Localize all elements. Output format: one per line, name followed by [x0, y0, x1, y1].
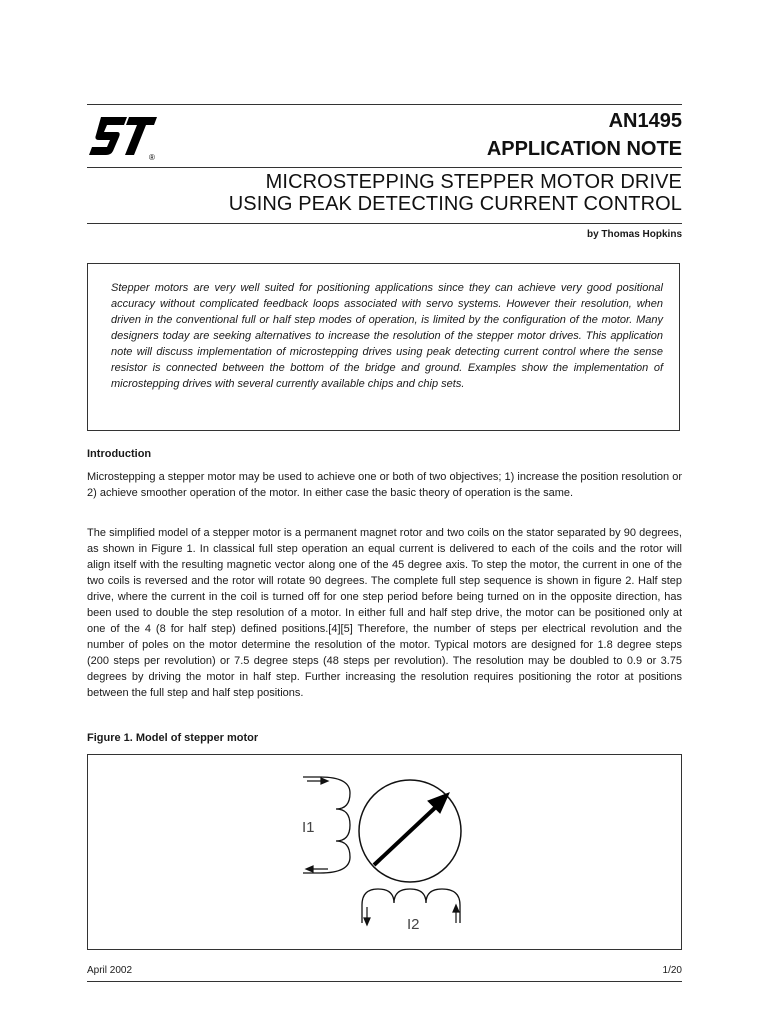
page-number: 1/20: [662, 965, 682, 976]
intro-paragraph-2: The simplified model of a stepper motor is a permanent magnet rotor and two coils on the stator separated by 90 degrees, as shown in Figure 1. In classical full step operation an equal current is delivered to each of the coils and the rotor will align itself with the resulting magnetic vector along one of the 45 degree axis. To step the motor, the current in one of the two coils is reversed and the rotor will rotate 90 degrees. The complete full step sequence is shown in figure 2. Half step drive, where the current in the coil is turned off for one step period before being turned on in the opposite direction, has been used to double the step resolution of a motor. In either full and half step drive, the motor can be positioned only at one of the 4 (8 for half step) defined positions.[4][5] Therefore, the number of steps per electrical revolution and the number of poles on the motor determine the resolution of the motor. Typical motors are designed for 1.8 degree steps (200 steps per revolution) or 7.5 degree steps (48 steps per revolution). The resolution may be doubled to 0.9 or 3.75 degrees by driving the motor in half step. Further increasing the resolution requires positioning the rotor at positions between the full step and half step positions.: [87, 527, 682, 699]
stepper-motor-diagram: [88, 755, 681, 949]
figure-1-box: [87, 754, 682, 950]
author-rule: [87, 223, 682, 224]
footer-date: April 2002: [87, 965, 133, 976]
header-top-rule: [87, 104, 682, 105]
author-byline: by Thomas Hopkins: [586, 229, 682, 240]
arrow-down-icon: [364, 918, 370, 925]
arrow-up-icon: [453, 905, 459, 912]
title-rule: [87, 167, 682, 168]
abstract-text: Stepper motors are very well suited for positioning applications since they can achieve very good positional accuracy without complicated feedback loops associated with servo systems. However their resolution, when driven in the conventional full or half step modes of operation, is limited by the configuration of the motor. Many designers today are seeking alternatives to increase the resolution of the stepper motor drives. This application note will discuss implementation of microstepping drives using peak detecting current control where the sense resistor is connected between the bottom of the bridge and ground. Examples show the implementation of microstepping drives with several currently available chips and chip sets.: [111, 282, 663, 390]
document-title-line2: USING PEAK DETECTING CURRENT CONTROL: [228, 193, 682, 215]
coil-i2: [362, 889, 460, 905]
abstract-box: [87, 263, 680, 431]
rotor-vector-shaft: [374, 805, 438, 865]
coil-i1: [320, 777, 350, 873]
label-i1: I1: [302, 819, 315, 836]
footer-rule: [87, 981, 682, 982]
arrow-out-icon: [306, 866, 313, 872]
document-type: APPLICATION NOTE: [486, 138, 682, 160]
section-heading-introduction: Introduction: [87, 448, 152, 460]
registered-mark: ®: [149, 153, 155, 162]
label-i2: I2: [407, 916, 420, 933]
document-title-line1: MICROSTEPPING STEPPER MOTOR DRIVE: [265, 171, 682, 193]
figure-caption: Figure 1. Model of stepper motor: [87, 732, 259, 744]
st-logo: [87, 113, 159, 163]
document-id: AN1495: [608, 110, 682, 132]
arrow-in-icon: [321, 778, 328, 784]
intro-paragraph-1: Microstepping a stepper motor may be used to achieve one or both of two objectives; 1) increase the position resolution or 2) achieve smoother operation of the motor. In either case the basic theory of operation is the same.: [87, 471, 682, 499]
